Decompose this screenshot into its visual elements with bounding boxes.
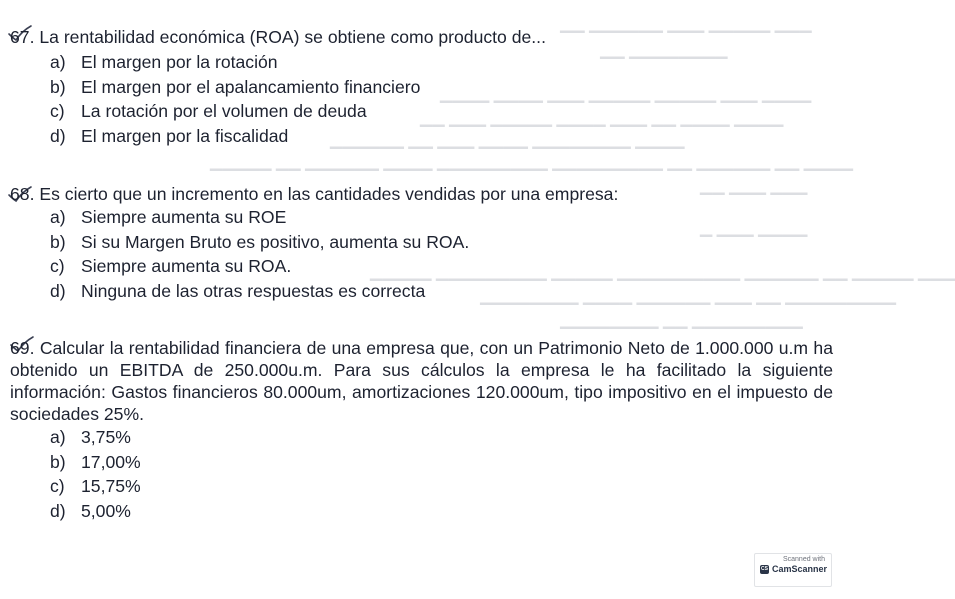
bleed-text: ▁▁▁▁▁▁▁▁▁ ▁▁ ▁▁▁ ▁▁▁▁▁▁ ▁▁▁▁ ▁▁▁▁▁▁▁▁ bbox=[480, 288, 896, 305]
question-68 bbox=[10, 183, 618, 303]
camscanner-watermark bbox=[754, 553, 832, 587]
watermark-brand-text: CamScanner bbox=[771, 564, 827, 574]
option-letter: d) bbox=[50, 125, 66, 146]
option-letter: b) bbox=[50, 231, 66, 252]
option-letter: c) bbox=[50, 476, 65, 496]
question-text: Es cierto que un incremento en las cantidades vendidas por una empresa: bbox=[39, 184, 619, 204]
option-letter: a) bbox=[50, 52, 66, 72]
option-letter: d) bbox=[50, 500, 66, 521]
bleed-text: ▁▁▁▁▁▁▁▁▁ ▁▁ ▁▁▁▁▁▁▁▁ bbox=[560, 312, 803, 329]
bleed-text: ▁▁▁▁▁▁▁▁ ▁▁ bbox=[600, 42, 728, 59]
answer-option-b bbox=[10, 230, 618, 255]
option-letter: c) bbox=[50, 256, 65, 276]
answer-option-a bbox=[10, 425, 833, 450]
question-number: 68. bbox=[10, 184, 35, 204]
bleed-text: ▁▁▁▁ ▁▁▁ ▁▁▁▁▁ ▁▁▁▁▁ ▁▁▁ ▁▁▁▁ ▁▁▁▁ bbox=[440, 86, 812, 103]
option-text: La rotación por el volumen de deuda bbox=[81, 101, 367, 121]
option-text: Ninguna de las otras respuestas es correcta bbox=[81, 280, 426, 301]
question-number: 67. bbox=[10, 27, 35, 47]
option-text: El margen por la rotación bbox=[81, 52, 278, 72]
bleed-text: ▁▁▁ ▁▁▁ ▁▁ bbox=[700, 178, 808, 195]
option-text: 3,75% bbox=[81, 427, 131, 447]
question-title bbox=[10, 337, 833, 425]
answer-option-b bbox=[10, 450, 833, 475]
option-letter: b) bbox=[50, 451, 66, 472]
option-text: 17,00% bbox=[81, 451, 141, 472]
option-text: El margen por el apalancamiento financiero bbox=[81, 76, 421, 97]
option-text: El margen por la fiscalidad bbox=[81, 125, 289, 146]
option-text: Siempre aumenta su ROA. bbox=[81, 256, 292, 276]
question-text: Calcular la rentabilidad financiera de una empresa que, con un Patrimonio Neto de 1.000.000 u.m ha obtenido un EBITDA de 250.000u.m. Para sus cálculos la empresa le ha facilitado la siguiente información: Gastos financieros 80.000um, amortizaciones 120.000um, tipo impositivo en el impuesto de sociedades 25%. bbox=[10, 338, 833, 424]
bleed-text: ▁▁▁ ▁▁▁▁▁ ▁▁▁ ▁▁▁▁▁▁ ▁▁ bbox=[560, 16, 812, 33]
answer-option-c bbox=[10, 254, 618, 279]
answer-option-a bbox=[10, 50, 546, 75]
option-text: 5,00% bbox=[81, 500, 131, 521]
answer-option-d bbox=[10, 499, 833, 524]
answer-option-d bbox=[10, 279, 618, 304]
question-title bbox=[10, 183, 618, 205]
camscanner-logo-icon: CS bbox=[760, 565, 768, 572]
answer-option-c bbox=[10, 99, 546, 124]
question-title bbox=[10, 26, 546, 48]
question-number: 69. bbox=[10, 338, 35, 358]
option-letter: d) bbox=[50, 280, 66, 301]
watermark-scanned-text: Scanned with bbox=[782, 556, 825, 563]
option-text: Siempre aumenta su ROE bbox=[81, 207, 287, 227]
answer-option-c bbox=[10, 474, 833, 499]
option-letter: a) bbox=[50, 427, 66, 447]
answer-option-a bbox=[10, 205, 618, 230]
question-69 bbox=[10, 337, 833, 523]
option-letter: b) bbox=[50, 76, 66, 97]
option-text: Si su Margen Bruto es positivo, aumenta su ROA. bbox=[81, 231, 470, 252]
bleed-text: ▁▁▁▁ ▁▁▁▁ ▁▁ ▁▁▁ ▁▁▁▁ ▁▁▁▁▁ ▁▁▁ ▁▁ bbox=[420, 110, 784, 127]
question-67 bbox=[10, 26, 546, 148]
option-letter: c) bbox=[50, 101, 65, 121]
bleed-text: ▁▁▁ ▁▁▁▁▁ ▁▁ ▁▁▁▁▁▁ ▁▁▁▁▁▁▁▁▁▁ ▁▁▁▁▁ ▁▁▁▁▁▁▁▁▁ ▁▁▁▁▁ bbox=[370, 264, 955, 281]
option-text: 15,75% bbox=[81, 476, 141, 496]
answer-option-d bbox=[10, 124, 546, 149]
bleed-text: ▁▁▁▁ ▁▁ ▁▁▁▁▁▁ ▁▁ ▁▁▁▁▁▁▁▁▁ ▁▁▁▁▁▁▁▁▁ ▁▁▁▁ ▁▁▁▁▁▁ ▁▁ ▁▁▁▁▁ bbox=[210, 154, 853, 171]
bleed-text: ▁▁▁▁ ▁▁▁ ▁ bbox=[700, 220, 808, 237]
question-text: La rentabilidad económica (ROA) se obtiene como producto de... bbox=[39, 27, 546, 47]
bleed-text: ▁▁▁▁ ▁▁▁▁▁▁▁▁ ▁▁▁▁ ▁▁▁ ▁▁ ▁▁▁▁▁▁ bbox=[330, 132, 685, 149]
answer-option-b bbox=[10, 75, 546, 100]
option-letter: a) bbox=[50, 207, 66, 227]
